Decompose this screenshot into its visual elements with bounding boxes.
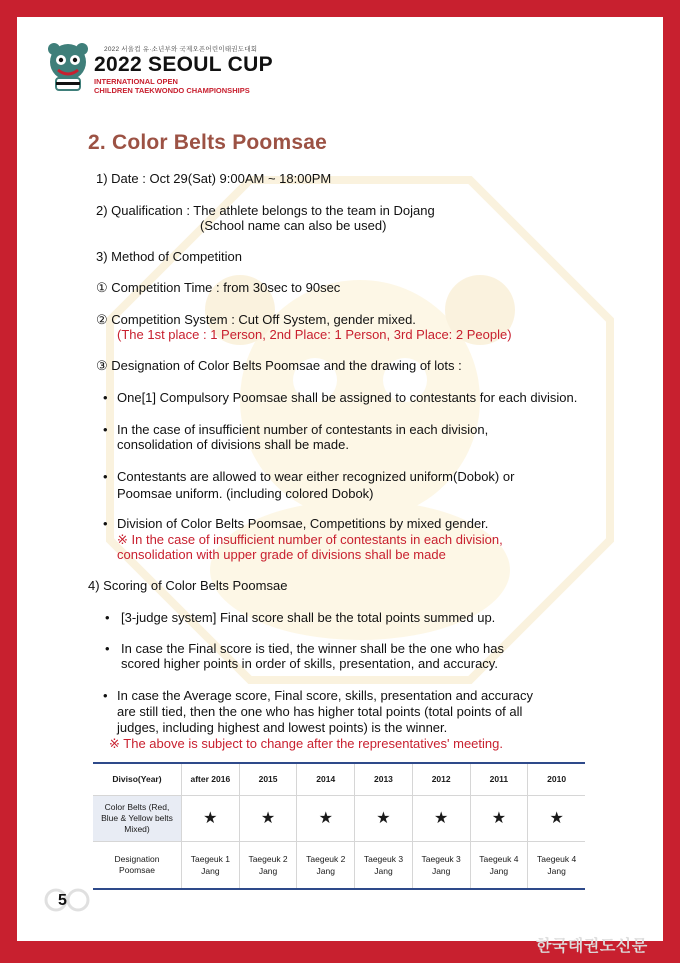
table-header-cell: 2011: [470, 763, 528, 795]
qualification-line-1: 2) Qualification : The athlete belongs to the team in Dojang: [96, 203, 435, 218]
designation-point-1: One[1] Compulsory Poomsae shall be assigned to contestants for each division.: [117, 390, 578, 405]
designation-point-4: Division of Color Belts Poomsae, Competitions by mixed gender.: [117, 516, 489, 531]
mascot-logo-icon: [44, 40, 92, 92]
event-header: [44, 40, 304, 100]
star-icon: ★: [412, 795, 470, 841]
scoring-point-2a: In case the Final score is tied, the winner shall be the one who has: [121, 641, 504, 656]
date-line: 1) Date : Oct 29(Sat) 9:00AM ~ 18:00PM: [96, 171, 332, 186]
header-title: 2022 SEOUL CUP: [94, 53, 273, 76]
header-subtitle: 2022 서울컵 유·소년부와 국제오픈어린이태권도대회: [104, 46, 258, 53]
scoring-point-1: [3-judge system] Final score shall be the total points summed up.: [121, 610, 496, 625]
table-header-cell: 2010: [528, 763, 585, 795]
designation-point-2a: In the case of insufficient number of contestants in each division,: [117, 422, 489, 437]
table-header-cell: after 2016: [182, 763, 240, 795]
star-icon: ★: [355, 795, 413, 841]
bullet: •: [103, 688, 108, 703]
table-row: [93, 795, 585, 841]
star-icon: ★: [528, 795, 585, 841]
table-header-cell: Diviso(Year): [93, 763, 182, 795]
table-header-cell: 2013: [355, 763, 413, 795]
table-cell: Taegeuk 3 Jang: [355, 841, 413, 889]
method-heading: 3) Method of Competition: [96, 249, 242, 264]
scoring-point-3b: are still tied, then the one who has higher total points (total points of all: [117, 704, 523, 719]
section-title: 2. Color Belts Poomsae: [88, 131, 327, 154]
bullet: •: [105, 641, 110, 656]
qualification-line-2: (School name can also be used): [200, 218, 387, 233]
division-table: [93, 762, 585, 890]
star-icon: ★: [297, 795, 355, 841]
table-row-label: Color Belts (Red, Blue & Yellow belts Mixed): [93, 795, 182, 841]
table-row: [93, 841, 585, 889]
table-header-row: [93, 763, 585, 795]
table-cell: Taegeuk 2 Jang: [297, 841, 355, 889]
designation-point-3b: Poomsae uniform. (including colored Dobok): [117, 486, 374, 501]
designation-note-2: consolidation with upper grade of divisions shall be made: [117, 547, 446, 562]
bullet: •: [103, 422, 108, 437]
corner-watermark: 한국태권도신문: [536, 938, 648, 955]
competition-system-note: (The 1st place : 1 Person, 2nd Place: 1 Person, 3rd Place: 2 People): [117, 327, 512, 342]
designation-note-1: ※ In the case of insufficient number of contestants in each division,: [117, 532, 503, 547]
scoring-point-3a: In case the Average score, Final score, skills, presentation and accuracy: [117, 688, 533, 703]
header-line-1: INTERNATIONAL OPEN: [94, 77, 178, 86]
table-header-cell: 2015: [239, 763, 297, 795]
representatives-note: ※ The above is subject to change after the representatives' meeting.: [109, 736, 503, 751]
star-icon: ★: [470, 795, 528, 841]
competition-time: ① Competition Time : from 30sec to 90sec: [96, 280, 341, 295]
table-header-cell: 2014: [297, 763, 355, 795]
scoring-point-2b: scored higher points in order of skills, presentation, and accuracy.: [121, 656, 498, 671]
competition-system: ② Competition System : Cut Off System, gender mixed.: [96, 312, 416, 327]
table-header-cell: 2012: [412, 763, 470, 795]
bullet: •: [103, 469, 108, 484]
designation-point-3a: Contestants are allowed to wear either recognized uniform(Dobok) or: [117, 469, 515, 484]
table-cell: Taegeuk 1 Jang: [182, 841, 240, 889]
table-cell: Taegeuk 2 Jang: [239, 841, 297, 889]
scoring-point-3c: judges, including highest and lowest points) is the winner.: [117, 720, 448, 735]
designation-heading: ③ Designation of Color Belts Poomsae and the drawing of lots :: [96, 358, 462, 373]
scoring-heading: 4) Scoring of Color Belts Poomsae: [88, 578, 288, 593]
page-number: 5: [58, 892, 67, 909]
bullet: •: [103, 390, 108, 405]
faded-logo-icon: [44, 884, 90, 912]
table-cell: Taegeuk 4 Jang: [528, 841, 585, 889]
bullet: •: [105, 610, 110, 625]
star-icon: ★: [182, 795, 240, 841]
table-row-label: Designation Poomsae: [93, 841, 182, 889]
bullet: •: [103, 516, 108, 531]
designation-point-2b: consolidation of divisions shall be made.: [117, 437, 349, 452]
header-line-2: CHILDREN TAEKWONDO CHAMPIONSHIPS: [94, 86, 250, 95]
table-cell: Taegeuk 4 Jang: [470, 841, 528, 889]
star-icon: ★: [239, 795, 297, 841]
table-cell: Taegeuk 3 Jang: [412, 841, 470, 889]
